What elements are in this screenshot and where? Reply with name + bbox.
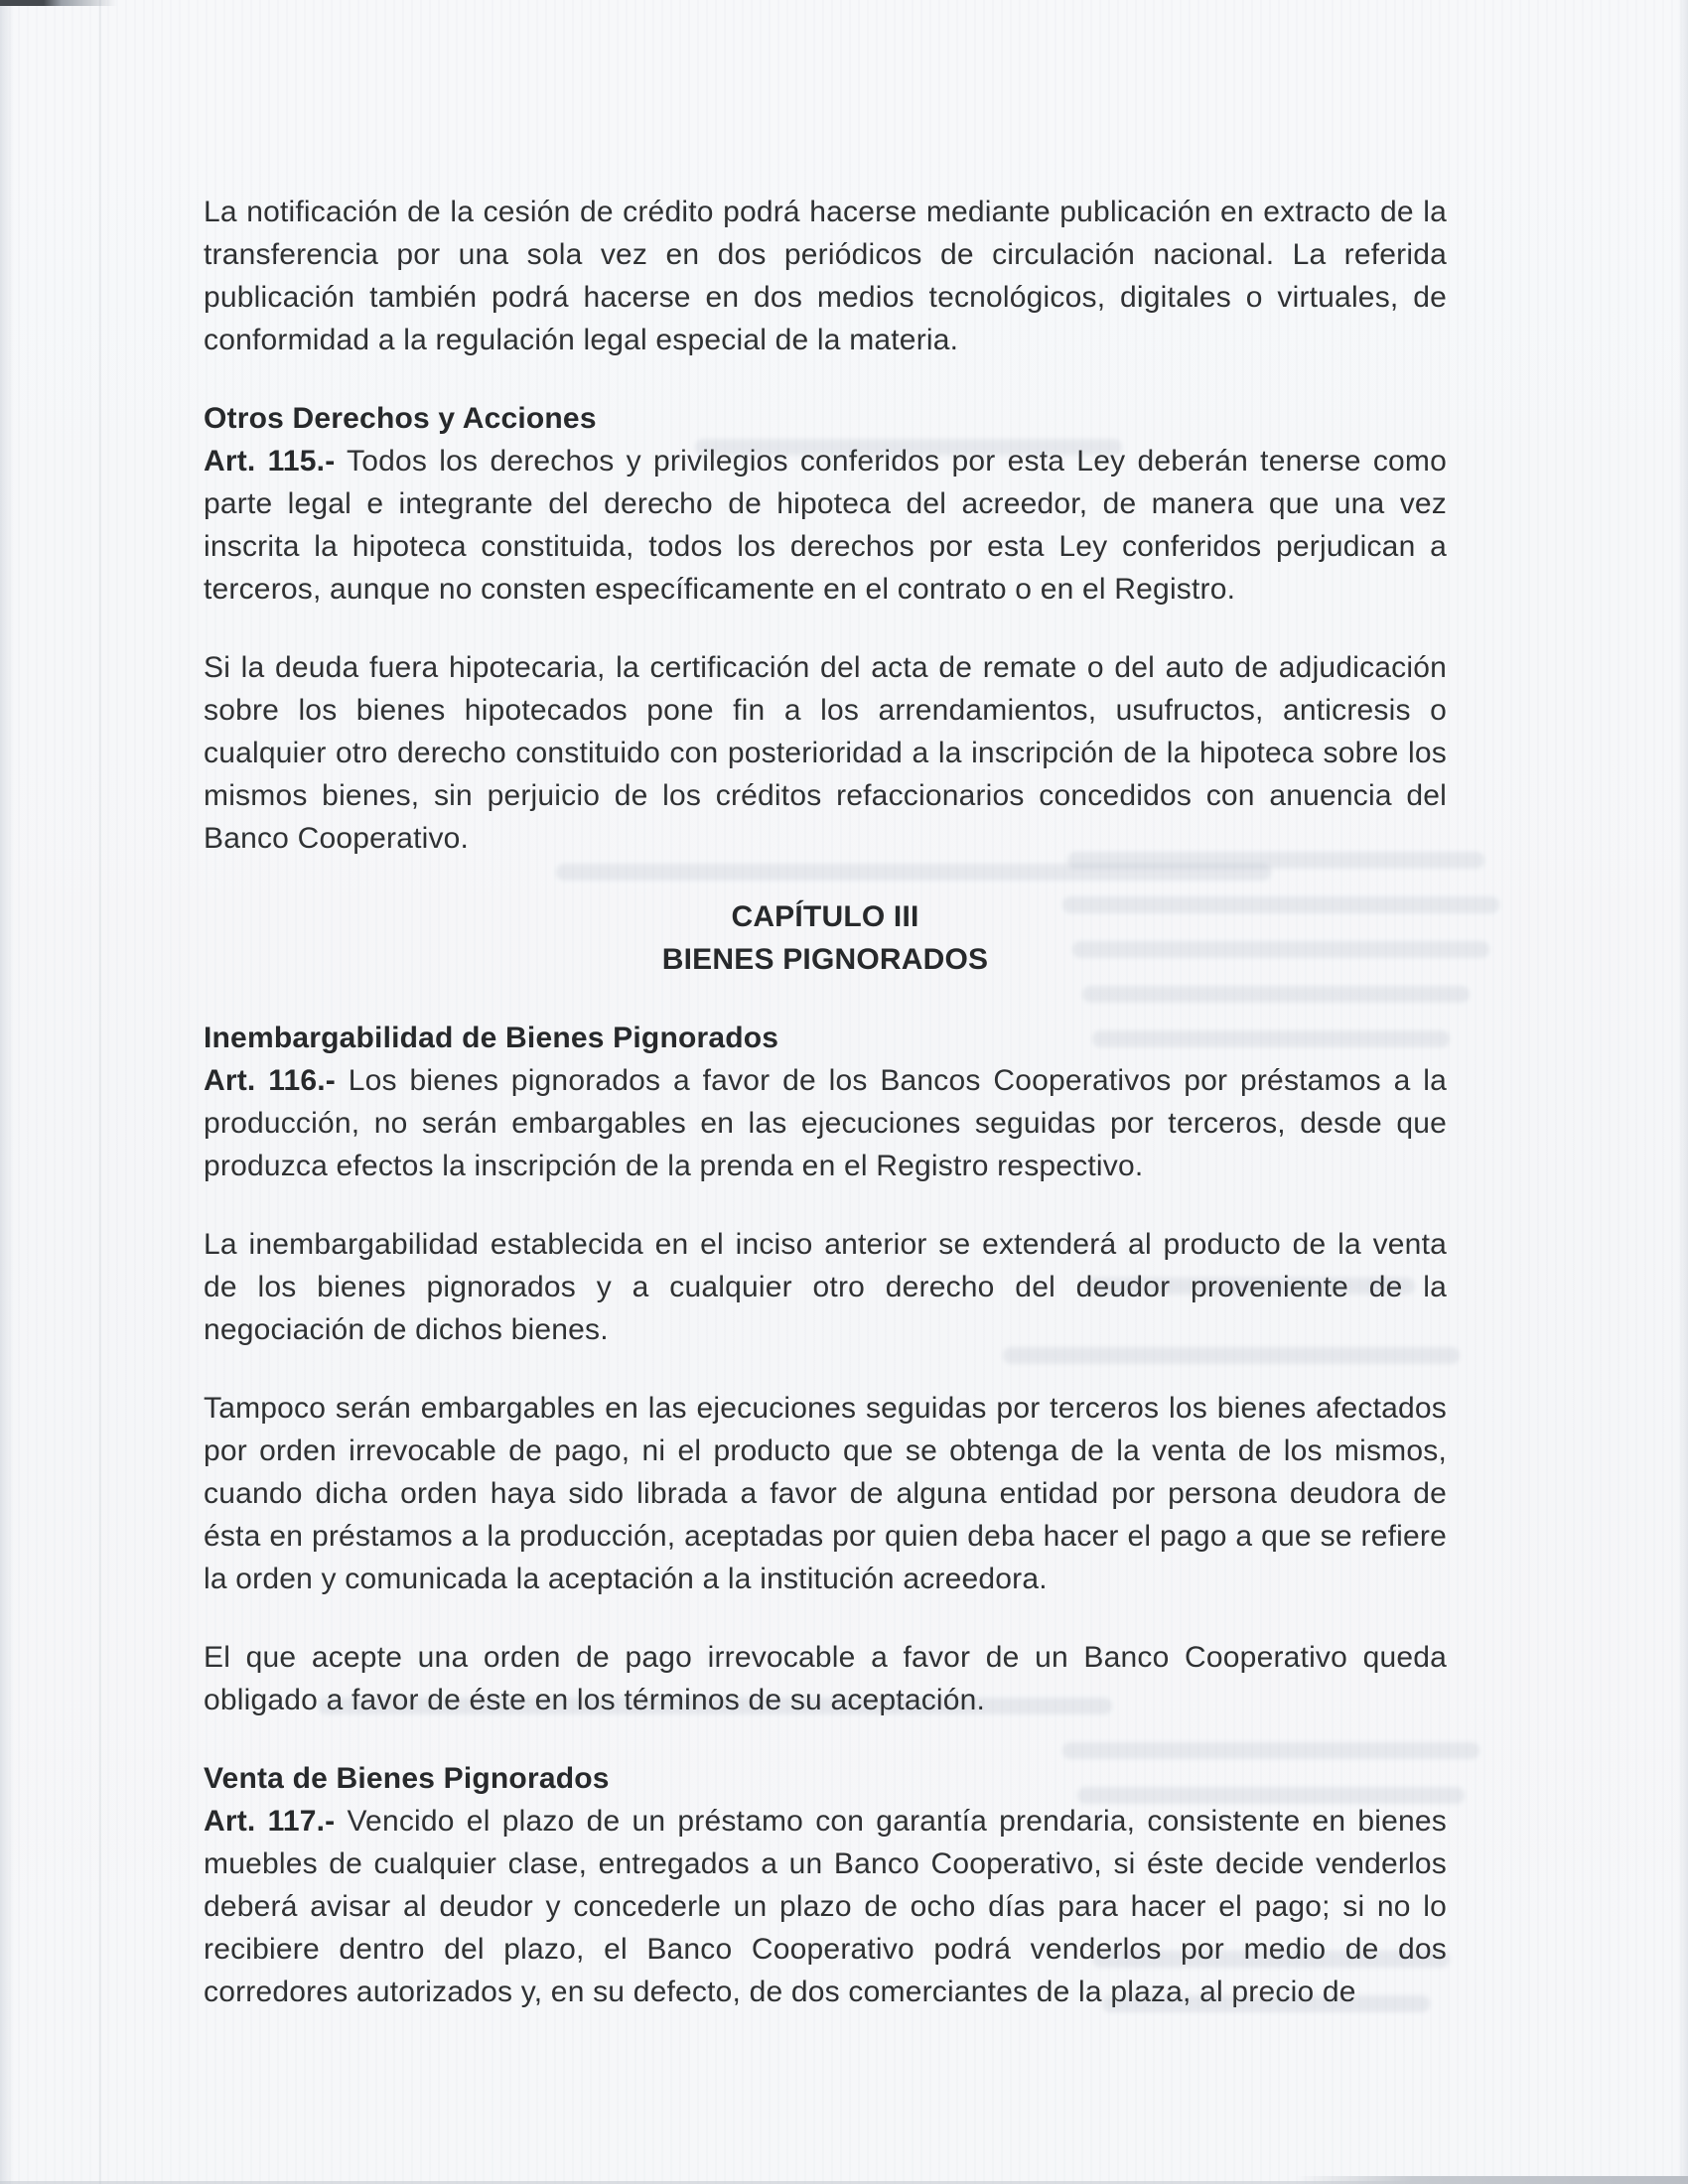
article-117-label: Art. 117.- xyxy=(204,1805,336,1838)
chapter-subtitle: BIENES PIGNORADOS xyxy=(661,943,989,976)
paragraph-orden-pago: El que acepte una orden de pago irrevocable a favor de un Banco Cooperativo queda obligado a favor de éste en los términos de su aceptación. xyxy=(204,1641,1447,1716)
scan-top-left-mark xyxy=(0,0,119,6)
scan-vertical-streak xyxy=(99,0,101,2184)
article-115-label: Art. 115.- xyxy=(204,445,336,478)
section-heading-otros-derechos: Otros Derechos y Acciones xyxy=(204,402,597,435)
article-116-label: Art. 116.- xyxy=(204,1064,336,1097)
chapter-heading xyxy=(204,895,1447,981)
section-heading-inembargabilidad: Inembargabilidad de Bienes Pignorados xyxy=(204,1022,779,1054)
article-116-text: Los bienes pignorados a favor de los Bancos Cooperativos por préstamos a la producción, no serán embargables en las ejecuciones seguidas por terceros, desde que produzca efectos la inscripción de la prenda en el Registro respectivo. xyxy=(204,1064,1447,1182)
article-115-text: Todos los derechos y privilegios conferidos por esta Ley deberán tenerse como parte legal e integrante del derecho de hipoteca del acreedor, de manera que una vez inscrita la hipoteca constituida, todos los derechos por esta Ley conferidos perjudican a terceros, aunque no consten específicamente en el contrato o en el Registro. xyxy=(204,445,1447,606)
scan-left-edge-shadow xyxy=(0,0,14,2184)
paragraph-inembargabilidad-extension: La inembargabilidad establecida en el inciso anterior se extenderá al producto de la venta de los bienes pignorados y a cualquier otro derecho del deudor proveniente de la negociación de dichos bienes. xyxy=(204,1228,1447,1346)
paragraph-articulo-115 xyxy=(204,440,1447,611)
paragraph-deuda-hipotecaria: Si la deuda fuera hipotecaria, la certificación del acta de remate o del auto de adjudicación sobre los bienes hipotecados pone fin a los arrendamientos, usufructos, anticresis o cualquier otro derecho constituido con posterioridad a la inscripción de la hipoteca sobre los mismos bienes, sin perjuicio de los créditos refaccionarios concedidos con anuencia del Banco Cooperativo. xyxy=(204,651,1447,855)
scan-right-edge-shadow xyxy=(1678,0,1688,2184)
paragraph-tampoco-embargables: Tampoco serán embargables en las ejecuciones seguidas por terceros los bienes afectados por orden irrevocable de pago, ni el producto que se obtenga de la venta de los mismos, cuando dicha orden haya sido librada a favor de alguna entidad por persona deudora de ésta en préstamos a la producción, aceptadas por quien deba hacer el pago a que se refiere la orden y comunicada la aceptación a la institución acreedora. xyxy=(204,1392,1447,1595)
paragraph-articulo-117 xyxy=(204,1800,1447,2013)
paragraph-notificacion-cesion: La notificación de la cesión de crédito podrá hacerse mediante publicación en extracto de la transferencia por una sola vez en dos periódicos de circulación nacional. La referida publicación también podrá hacerse en dos medios tecnológicos, digitales o virtuales, de conformidad a la regulación legal especial de la materia. xyxy=(204,196,1447,356)
scan-bottom-right-bar xyxy=(1296,2176,1688,2184)
section-heading-venta: Venta de Bienes Pignorados xyxy=(204,1762,610,1795)
paragraph-articulo-116 xyxy=(204,1059,1447,1187)
document-text-block xyxy=(204,191,1447,2013)
article-117-text: Vencido el plazo de un préstamo con garantía prendaria, consistente en bienes muebles de cualquier clase, entregados a un Banco Cooperativo, si éste decide venderlos deberá avisar al deudor y concederle un plazo de ocho días para hacer el pago; si no lo recibiere dentro del plazo, el Banco Cooperativo podrá venderlos por medio de dos corredores autorizados y, en su defecto, de dos comerciantes de la plaza, al precio de xyxy=(204,1805,1447,2008)
chapter-title: CAPÍTULO III xyxy=(731,900,919,933)
